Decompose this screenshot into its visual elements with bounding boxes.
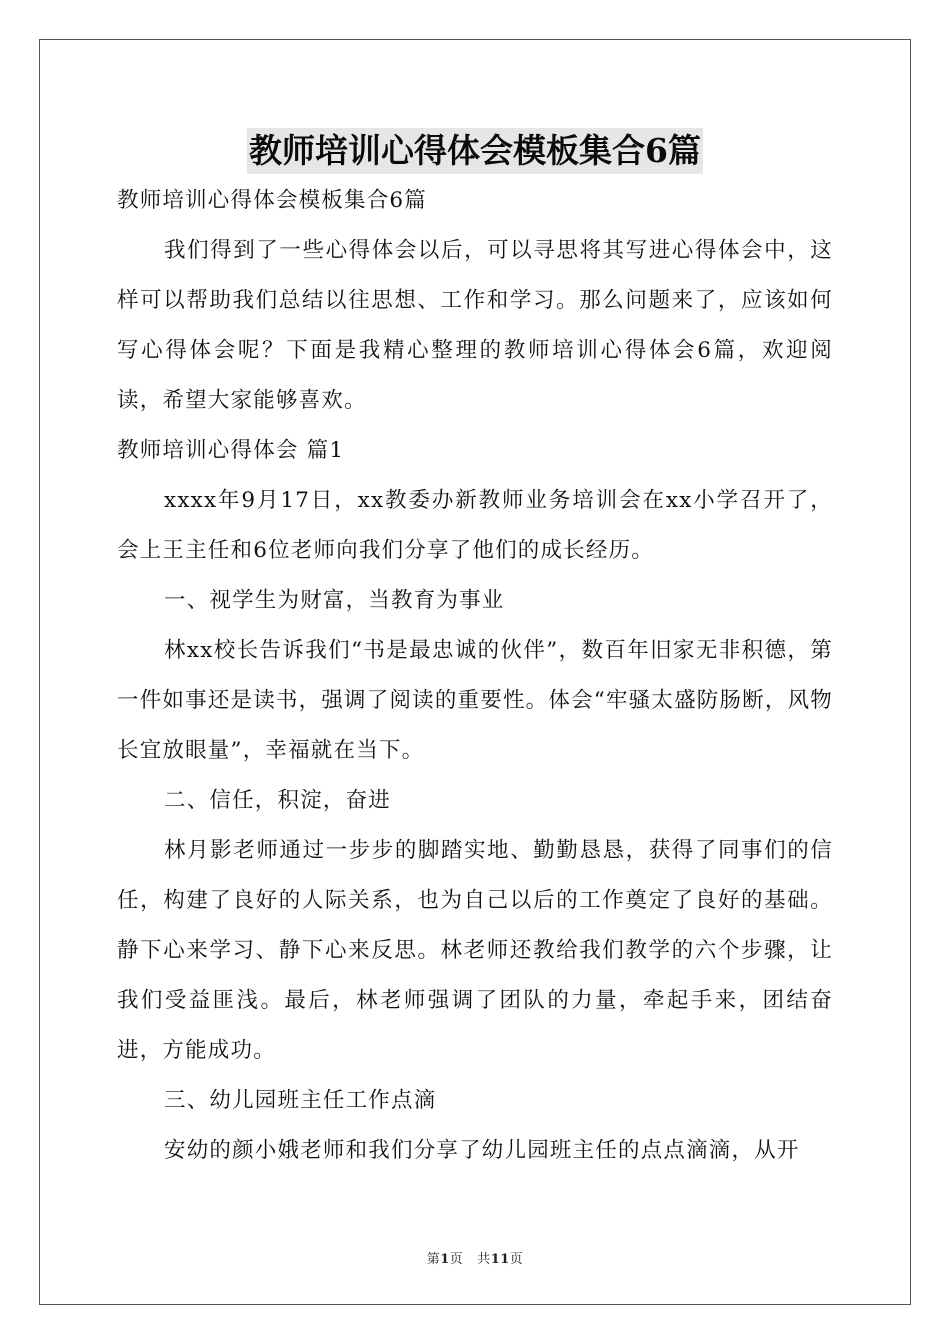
point-heading-2: 二、信任，积淀，奋进 — [164, 788, 392, 813]
section-paragraph: xxxx年9月17日，xx教委办新教师业务培训会在xx小学召开了，会上王主任和6位老师向我们分享了他们的成长经历。 — [117, 488, 833, 563]
footer-total-prefix: 共 — [477, 1252, 491, 1267]
current-page-number: 1 — [440, 1252, 450, 1267]
document-title: 教师培训心得体会模板集合6篇 — [247, 128, 703, 174]
document-body — [117, 176, 833, 1176]
footer-page-suffix: 页 — [449, 1252, 464, 1267]
document-subtitle: 教师培训心得体会模板集合6篇 — [117, 188, 427, 213]
footer-total-suffix: 页 — [509, 1252, 524, 1267]
intro-paragraph: 我们得到了一些心得体会以后，可以寻思将其写进心得体会中，这样可以帮助我们总结以往思想、工作和学习。那么问题来了，应该如何写心得体会呢？下面是我精心整理的教师培训心得体会6篇，欢迎阅读，希望大家能够喜欢。 — [117, 238, 833, 413]
point-paragraph-3: 安幼的颜小娥老师和我们分享了幼儿园班主任的点点滴滴，从开 — [164, 1138, 800, 1163]
point-heading-1: 一、视学生为财富，当教育为事业 — [164, 588, 505, 613]
point-paragraph-2: 林月影老师通过一步步的脚踏实地、勤勤恳恳，获得了同事们的信任，构建了良好的人际关系，也为自己以后的工作奠定了良好的基础。静下心来学习、静下心来反思。林老师还教给我们教学的六个步骤，让我们受益匪浅。最后，林老师强调了团队的力量，牵起手来，团结奋进，方能成功。 — [117, 838, 833, 1063]
total-pages-number: 11 — [490, 1252, 510, 1267]
footer-prefix: 第 — [426, 1252, 441, 1267]
page-footer — [0, 1248, 950, 1267]
point-heading-3: 三、幼儿园班主任工作点滴 — [164, 1088, 437, 1113]
point-paragraph-1: 林xx校长告诉我们“书是最忠诚的伙伴”，数百年旧家无非积德，第一件如事还是读书，强调了阅读的重要性。体会“牢骚太盛防肠断，风物长宜放眼量”，幸福就在当下。 — [117, 638, 833, 763]
title-container — [0, 128, 950, 174]
section-heading: 教师培训心得体会 篇1 — [117, 438, 345, 463]
